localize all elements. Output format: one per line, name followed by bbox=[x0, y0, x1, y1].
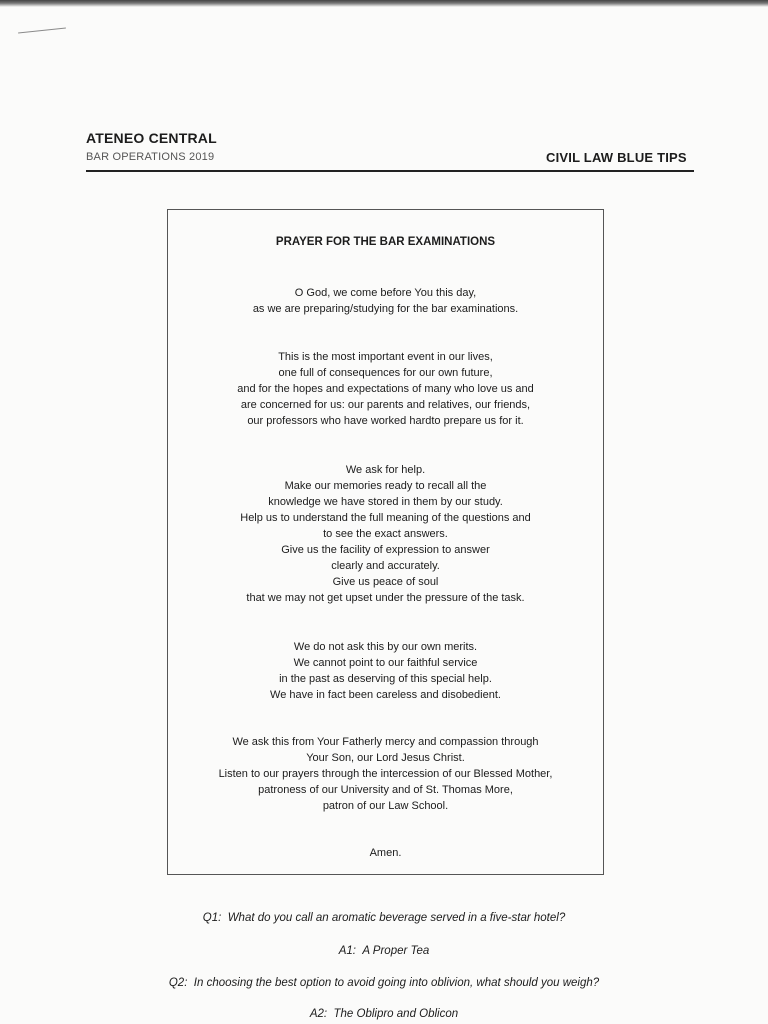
qa-text: What do you call an aromatic beverage served in a five-star hotel? bbox=[227, 912, 566, 924]
prayer-line: one full of consequences for our own future, bbox=[278, 367, 493, 379]
prayer-line: and for the hopes and expectations of many who love us and bbox=[237, 383, 534, 395]
prayer-line: Help us to understand the full meaning of the questions and bbox=[240, 512, 531, 524]
prayer-line: Give us peace of soul bbox=[332, 576, 439, 588]
prayer-line: to see the exact answers. bbox=[323, 528, 448, 540]
prayer-stanza bbox=[168, 285, 603, 317]
prayer-stanza bbox=[168, 462, 603, 606]
prayer-stanza bbox=[168, 349, 603, 429]
organization-name: ATENEO CENTRAL bbox=[86, 130, 217, 146]
qa-text: In choosing the best option to avoid going into oblivion, what should you weigh? bbox=[193, 977, 600, 989]
qa-label: A2: bbox=[309, 1008, 328, 1020]
qa-label: Q2: bbox=[168, 977, 188, 989]
subject-title: CIVIL LAW BLUE TIPS bbox=[546, 150, 687, 165]
prayer-line: Listen to our prayers through the intercession of our Blessed Mother, bbox=[218, 768, 553, 780]
qa-text: A Proper Tea bbox=[362, 945, 430, 957]
prayer-line: as we are preparing/studying for the bar examinations. bbox=[252, 303, 519, 315]
qa-label: Q1: bbox=[202, 912, 222, 924]
qa-line-a2 bbox=[0, 1008, 768, 1020]
prayer-box bbox=[167, 209, 604, 875]
prayer-line: We ask for help. bbox=[345, 464, 426, 476]
prayer-amen: Amen. bbox=[369, 847, 402, 859]
qa-line-q1 bbox=[0, 912, 768, 924]
header-divider bbox=[86, 170, 694, 172]
qa-line-a1 bbox=[0, 945, 768, 957]
prayer-line: O God, we come before You this day, bbox=[294, 287, 477, 299]
prayer-line: in the past as deserving of this special help. bbox=[279, 673, 492, 685]
prayer-line: We do not ask this by our own merits. bbox=[293, 641, 478, 653]
prayer-line: our professors who have worked hardto prepare us for it. bbox=[247, 415, 524, 427]
prayer-stanza bbox=[168, 845, 603, 861]
prayer-line: This is the most important event in our lives, bbox=[278, 351, 493, 363]
department-name: BAR OPERATIONS 2019 bbox=[86, 151, 215, 163]
qa-line-q2 bbox=[0, 977, 768, 989]
prayer-line: clearly and accurately. bbox=[331, 560, 440, 572]
prayer-stanza bbox=[168, 734, 603, 814]
prayer-line: Your Son, our Lord Jesus Christ. bbox=[306, 752, 465, 764]
prayer-title: PRAYER FOR THE BAR EXAMINATIONS bbox=[275, 236, 496, 248]
prayer-stanza bbox=[168, 639, 603, 703]
qa-label: A1: bbox=[338, 945, 356, 957]
prayer-line: Make our memories ready to recall all the bbox=[284, 480, 487, 492]
scan-mark bbox=[18, 27, 66, 33]
prayer-line: We have in fact been careless and disobedient. bbox=[270, 689, 501, 701]
scan-top-edge bbox=[0, 0, 768, 7]
prayer-line: patroness of our University and of St. Thomas More, bbox=[258, 784, 513, 796]
prayer-line: Give us the facility of expression to answer bbox=[281, 544, 490, 556]
header-left bbox=[86, 130, 217, 163]
prayer-line: that we may not get upset under the pressure of the task. bbox=[246, 592, 525, 604]
prayer-line: knowledge we have stored in them by our study. bbox=[268, 496, 503, 508]
qa-text: The Oblipro and Oblicon bbox=[333, 1008, 459, 1020]
prayer-line: We ask this from Your Fatherly mercy and compassion through bbox=[232, 736, 539, 748]
prayer-line: patron of our Law School. bbox=[322, 800, 449, 812]
prayer-line: are concerned for us: our parents and relatives, our friends, bbox=[240, 399, 531, 411]
prayer-line: We cannot point to our faithful service bbox=[293, 657, 478, 669]
